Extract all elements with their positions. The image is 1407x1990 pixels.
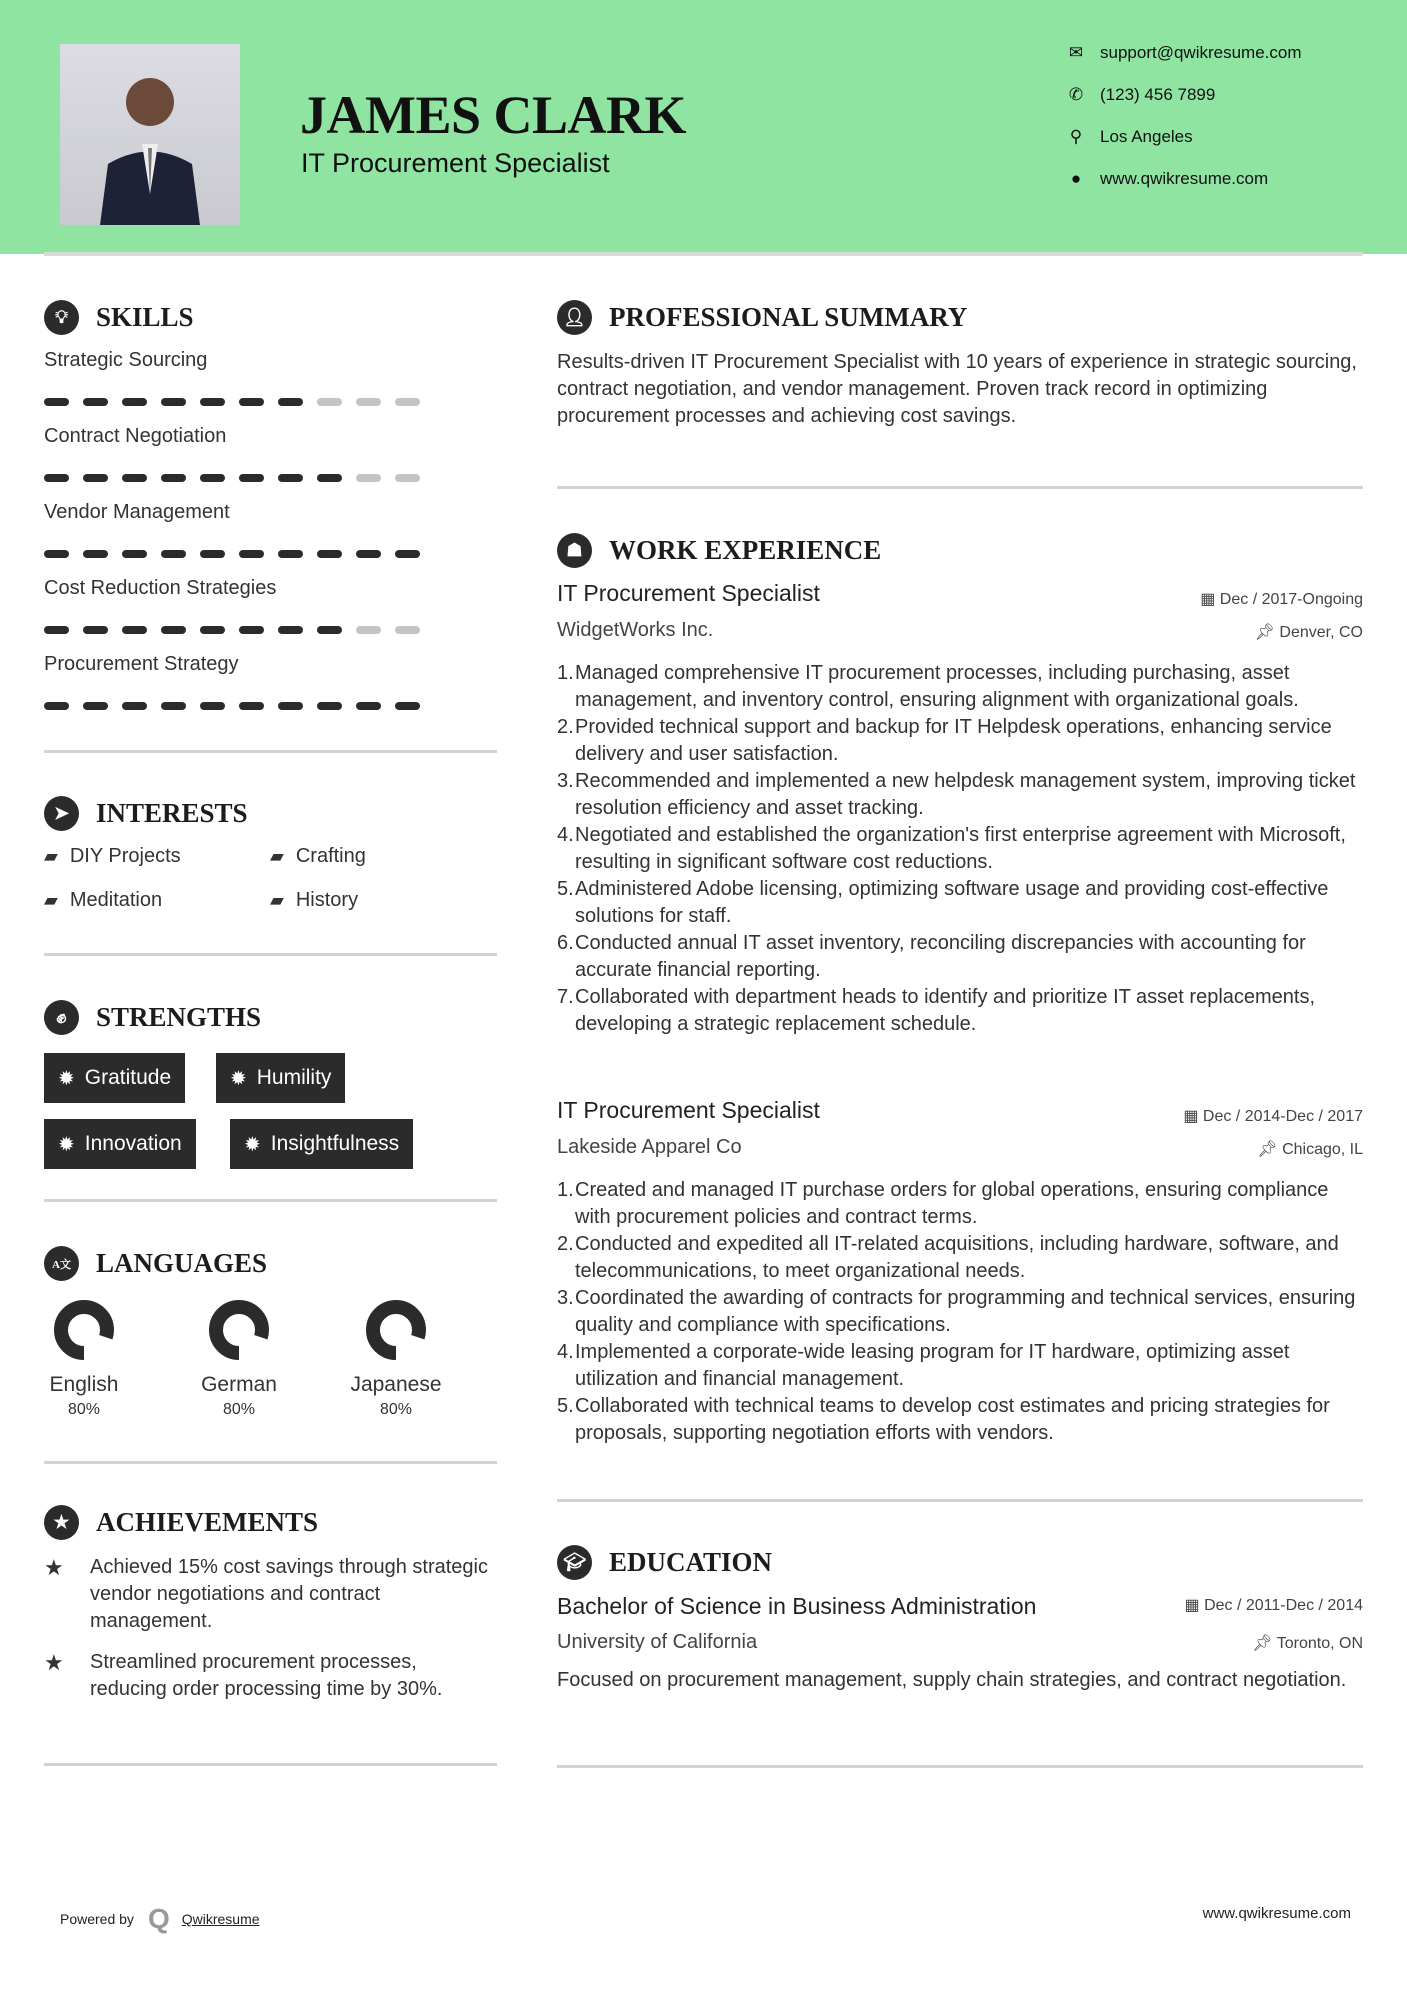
strength-badge [216,1053,345,1103]
duty-item [557,1339,1363,1393]
skill-dash-empty [356,474,381,482]
skill-level-bar [44,474,420,482]
language-ring [207,1298,271,1362]
education-dates [1185,1595,1363,1615]
skill-dash-filled [356,702,381,710]
achievements-heading [44,1505,318,1540]
duty-text: Administered Adobe licensing, optimizing software usage and providing cost-effective solutions for staff. [575,878,1329,927]
duty-number: 1. [557,662,574,684]
book-icon: ▰ [270,846,284,866]
pin-icon: 📌︎ [1254,624,1280,641]
job-location-text: Denver, CO [1279,624,1363,641]
skill-dash-filled [317,474,342,482]
job-location-text: Chicago, IL [1282,1141,1363,1158]
divider [557,1499,1363,1502]
skill-level-bar [44,626,420,634]
skill-dash-filled [239,702,264,710]
job-dates-text: Dec / 2014-Dec / 2017 [1202,1108,1363,1125]
interest-label: Meditation [69,889,163,911]
job-title: IT Procurement Specialist [557,1097,820,1123]
interest-item [270,889,358,912]
skill-dash-filled [200,474,225,482]
job-dates-text: Dec / 2017-Ongoing [1219,591,1363,608]
pin-icon: 📌︎ [1252,1635,1277,1652]
graduate-icon: 🎓︎ [557,1545,592,1580]
skill-dash-filled [356,550,381,558]
skill-dash-filled [278,550,303,558]
duty-text: Implemented a corporate-wide leasing program for IT hardware, optimizing asset utilization and financial management. [575,1341,1290,1390]
duty-text: Recommended and implemented a new helpdesk management system, improving ticket resolution efficiency and asset tracking. [575,770,1356,819]
job-duties [557,660,1363,1038]
strength-label: Insightfulness [270,1132,400,1155]
duty-number: 5. [557,1395,574,1417]
skill-dash-filled [44,398,69,406]
skill-dash-filled [83,474,108,482]
language-percent: 80% [67,1401,101,1418]
skill-dash-filled [122,550,147,558]
skill-dash-filled [395,550,420,558]
skill-dash-filled [200,702,225,710]
duty-text: Provided technical support and backup for IT Helpdesk operations, enhancing service delivery and user satisfaction. [575,716,1332,765]
duty-item [557,822,1363,876]
languages-heading [44,1246,267,1281]
strength-label: Gratitude [84,1066,172,1089]
paper-plane-icon: ➤ [44,796,79,831]
duty-text: Collaborated with department heads to identify and prioritize IT asset replacements, developing a strategic replacement schedule. [575,986,1316,1035]
skill-dash-filled [161,550,186,558]
skill-dash-filled [200,550,225,558]
phone-icon: ✆ [1068,85,1084,104]
calendar-icon: ▦ [1184,1597,1205,1614]
language-item [14,1298,154,1419]
skill-dash-filled [278,626,303,634]
duty-number: 6. [557,932,574,954]
skill-dash-filled [122,398,147,406]
interests-heading-text: INTERESTS [96,798,248,828]
divider [44,953,497,956]
skill-dash-filled [161,474,186,482]
skill-dash-filled [122,702,147,710]
education-dates-text: Dec / 2011-Dec / 2014 [1204,1597,1363,1614]
skill-label: Cost Reduction Strategies [44,577,277,599]
skill-dash-filled [317,702,342,710]
candidate-title: IT Procurement Specialist [301,148,610,178]
skill-dash-filled [200,626,225,634]
skill-dash-filled [83,626,108,634]
education-location [1252,1633,1363,1653]
duty-number: 5. [557,878,574,900]
book-icon: ▰ [44,890,58,910]
strengths-heading [44,1000,261,1035]
powered-by-text: Powered by [60,1911,134,1927]
summary-text: Results-driven IT Procurement Specialist with 10 years of experience in strategic sourcing, contract negotiation, and vendor management. Proven track record in optimizing procurement processes and achieving cost savings. [557,351,1357,427]
language-item [169,1298,309,1419]
divider [44,750,497,753]
language-ring [52,1298,116,1362]
languages-heading-text: LANGUAGES [96,1248,268,1278]
duty-text: Negotiated and established the organization's first enterprise agreement with Microsoft, resulting in significant software cost reductions. [575,824,1346,873]
interest-label: History [295,889,359,911]
duty-number: 7. [557,986,574,1008]
calendar-icon: ▦ [1200,591,1220,608]
envelope-icon: ✉ [1068,43,1084,62]
summary-heading-text: PROFESSIONAL SUMMARY [609,302,968,332]
divider [44,1461,497,1464]
header-divider [44,252,1363,256]
duty-text: Created and managed IT purchase orders for global operations, ensuring compliance with procurement policies and contract terms. [575,1179,1329,1228]
skill-level-bar [44,702,420,710]
job-location [1255,622,1363,642]
strength-label: Innovation [84,1132,182,1155]
job-company: WidgetWorks Inc. [557,619,714,641]
book-icon: ▰ [44,846,58,866]
skill-dash-empty [317,398,342,406]
contact-email[interactable] [1066,43,1302,63]
language-name: German [201,1373,277,1396]
skill-dash-filled [278,474,303,482]
skill-dash-filled [239,398,264,406]
education-location-text: Toronto, ON [1276,1635,1363,1652]
divider [44,1199,497,1202]
qwikresume-logo-icon: Q [147,1903,170,1934]
skill-dash-empty [356,626,381,634]
shooting-star-icon: ★ [44,1650,64,1675]
email-text: support@qwikresume.com [1100,43,1302,62]
calendar-icon: ▦ [1183,1108,1203,1125]
skill-level-bar [44,398,420,406]
fist-icon: ✊︎ [44,1000,79,1035]
job-dates [1200,589,1363,609]
duty-item [557,1177,1363,1231]
skill-dash-filled [395,702,420,710]
duty-item [557,768,1363,822]
strength-badge [44,1053,185,1103]
phone-text: (123) 456 7899 [1100,85,1216,104]
skill-label: Contract Negotiation [44,425,227,447]
skill-dash-filled [83,702,108,710]
globe-icon: ● [1070,169,1082,188]
badge-icon: ✹ [244,1133,261,1156]
divider [557,1765,1363,1768]
lightbulb-icon: 💡︎ [44,300,79,335]
skill-dash-filled [122,474,147,482]
badge-icon: ✹ [58,1133,75,1156]
skill-dash-filled [239,474,264,482]
skill-dash-filled [161,626,186,634]
duty-item [557,1393,1363,1447]
strengths-heading-text: STRENGTHS [96,1002,262,1032]
achievement-text: Achieved 15% cost savings through strategic vendor negotiations and contract management. [90,1556,488,1632]
duty-number: 2. [557,1233,574,1255]
experience-heading-text: WORK EXPERIENCE [609,535,882,565]
skill-label: Procurement Strategy [44,653,239,675]
map-pin-icon: ⚲ [1069,127,1083,146]
job-dates [1183,1106,1363,1126]
briefcase-user-icon: ☗ [557,533,592,568]
skill-dash-filled [122,626,147,634]
user-icon: 👤︎ [557,300,592,335]
skill-dash-empty [395,474,420,482]
education-heading-text: EDUCATION [609,1547,773,1577]
experience-heading [557,533,881,568]
duty-item [557,984,1363,1038]
duty-number: 2. [557,716,574,738]
skill-dash-filled [44,474,69,482]
pin-icon: 📌︎ [1257,1141,1283,1158]
skill-dash-filled [161,398,186,406]
skill-dash-filled [239,550,264,558]
interests-heading [44,796,248,831]
strength-label: Humility [256,1066,332,1089]
skill-dash-filled [278,398,303,406]
duty-item [557,1285,1363,1339]
summary-heading [557,300,967,335]
star-icon: ★ [44,1505,79,1540]
footer-powered-by [60,1903,260,1935]
job-duties [557,1177,1363,1447]
interest-item [270,845,366,868]
qwikresume-link[interactable]: Qwikresume [181,1911,260,1927]
skill-dash-filled [239,626,264,634]
skills-heading-text: SKILLS [96,302,194,332]
skill-label: Vendor Management [44,501,230,523]
interest-label: Crafting [295,845,366,867]
skill-dash-filled [317,550,342,558]
language-name: English [49,1373,119,1396]
language-percent: 80% [379,1401,413,1418]
duty-text: Conducted and expedited all IT-related acquisitions, including hardware, software, and telecommunications, to meet organizational needs. [575,1233,1339,1282]
job-title: IT Procurement Specialist [557,580,820,606]
achievement-item [44,1649,497,1703]
skill-dash-empty [356,398,381,406]
duty-text: Conducted annual IT asset inventory, reconciling discrepancies with accounting for accurate financial reporting. [575,932,1306,981]
skill-dash-filled [83,398,108,406]
profile-photo [60,44,240,225]
skill-dash-empty [395,626,420,634]
contact-location [1066,127,1193,147]
job-company: Lakeside Apparel Co [557,1136,742,1158]
skill-label: Strategic Sourcing [44,349,208,371]
badge-icon: ✹ [230,1067,247,1090]
duty-number: 3. [557,770,574,792]
divider [44,1763,497,1766]
skill-dash-filled [200,398,225,406]
book-icon: ▰ [270,890,284,910]
shooting-star-icon: ★ [44,1555,64,1580]
skills-heading [44,300,194,335]
contact-phone[interactable] [1066,85,1215,105]
duty-item [557,930,1363,984]
education-description: Focused on procurement management, supply chain strategies, and contract negotiation. [557,1669,1347,1691]
duty-item [557,876,1363,930]
education-heading [557,1545,772,1580]
language-ring [364,1298,428,1362]
website-text: www.qwikresume.com [1100,169,1269,188]
achievements-heading-text: ACHIEVEMENTS [96,1507,319,1537]
duty-number: 1. [557,1179,574,1201]
achievement-text: Streamlined procurement processes, reducing order processing time by 30%. [90,1651,443,1700]
skill-dash-filled [44,626,69,634]
skill-dash-filled [161,702,186,710]
job-location [1257,1139,1363,1159]
duty-number: 4. [557,824,574,846]
interest-label: DIY Projects [69,845,181,867]
skill-dash-filled [44,550,69,558]
achievement-item [44,1554,497,1635]
strength-badge [230,1119,413,1169]
contact-website[interactable] [1066,169,1268,189]
language-percent: 80% [222,1401,256,1418]
degree: Bachelor of Science in Business Administration [557,1593,1037,1619]
language-icon: A文 [44,1246,79,1281]
duty-number: 4. [557,1341,574,1363]
skill-level-bar [44,550,420,558]
candidate-name: JAMES CLARK [300,85,687,145]
skill-dash-filled [44,702,69,710]
skill-dash-filled [317,626,342,634]
school: University of California [557,1631,758,1653]
language-name: Japanese [350,1373,442,1396]
duty-item [557,714,1363,768]
skill-dash-filled [83,550,108,558]
skill-dash-empty [395,398,420,406]
badge-icon: ✹ [58,1067,75,1090]
duty-item [557,1231,1363,1285]
location-text: Los Angeles [1100,127,1193,146]
duty-text: Collaborated with technical teams to develop cost estimates and pricing strategies for proposals, supporting negotiation efforts with vendors. [575,1395,1330,1444]
interest-item [44,845,181,868]
strength-badge [44,1119,196,1169]
language-item [326,1298,466,1419]
duty-text: Coordinated the awarding of contracts for programming and technical services, ensuring quality and compliance with specifications. [575,1287,1356,1336]
duty-number: 3. [557,1287,574,1309]
footer-website[interactable]: www.qwikresume.com [1202,1905,1351,1922]
skill-dash-filled [278,702,303,710]
interest-item [44,889,162,912]
duty-text: Managed comprehensive IT procurement processes, including purchasing, asset management, and inventory control, ensuring alignment with organizational goals. [575,662,1299,711]
duty-item [557,660,1363,714]
divider [557,486,1363,489]
